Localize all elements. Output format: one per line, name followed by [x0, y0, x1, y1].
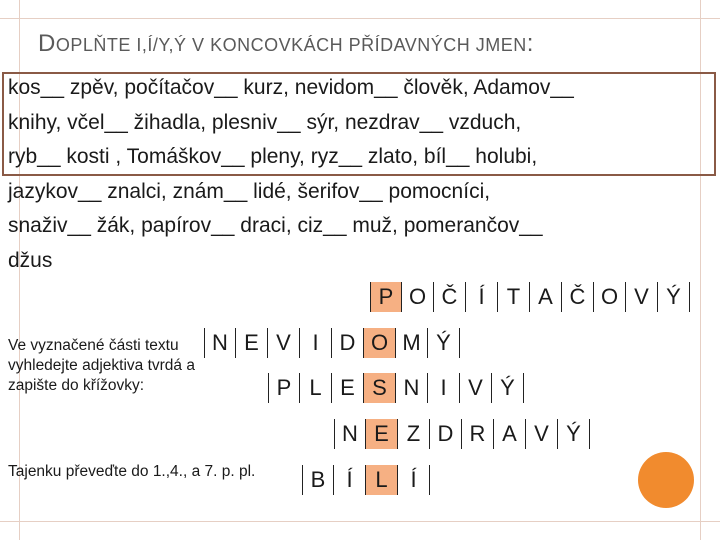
crossword-cell: O [402, 282, 434, 312]
crossword-cell: T [498, 282, 530, 312]
crossword-cell: E [332, 373, 364, 403]
crossword-key-cell: O [364, 328, 396, 358]
paragraph-line: snaživ__ žák, papírov__ draci, ciz__ muž, pomerančov__ [8, 214, 543, 237]
crossword-cell: A [530, 282, 562, 312]
crossword-row-5 [302, 465, 430, 495]
crossword-cell: A [494, 419, 526, 449]
crossword-cell: I [300, 328, 332, 358]
crossword-key-cell: P [370, 282, 402, 312]
crossword-cell: Í [398, 465, 430, 495]
crossword-cell: R [462, 419, 494, 449]
slide-title [38, 30, 698, 58]
crossword-row-2 [204, 328, 460, 358]
crossword-cell: Ý [428, 328, 460, 358]
crossword-cell: Ý [492, 373, 524, 403]
crossword-cell: V [460, 373, 492, 403]
crossword-cell: Č [562, 282, 594, 312]
title-colon: : [526, 30, 534, 57]
paragraph-line: jazykov__ znalci, znám__ lidé, šerifov__ pomocníci, [8, 179, 491, 203]
paragraph-line: knihy, včel__ žihadla, plesniv__ sýr, nezdrav__ vzduch, [8, 110, 522, 134]
crossword-cell: V [526, 419, 558, 449]
paragraph-line: kos__ zpěv, počítačov__ kurz, nevidom__ člověk, Adamov__ [8, 76, 574, 99]
crossword-cell: Í [466, 282, 498, 312]
crossword-row-1 [370, 282, 690, 312]
title-rest: OPLŇTE I,Í/Y,Ý V KONCOVKÁCH PŘÍDAVNÝCH JMEN [55, 35, 527, 55]
decorative-orange-circle [638, 452, 694, 508]
decor-bottom-rule [0, 521, 720, 522]
crossword-key-cell: S [364, 373, 396, 403]
decor-top-rule [0, 18, 720, 19]
crossword-cell: N [334, 419, 366, 449]
instruction-text: Ve vyznačené části textu vyhledejte adjektiva tvrdá a zapište do křížovky: [8, 337, 195, 394]
crossword-cell: Ý [558, 419, 590, 449]
crossword-cell: D [332, 328, 364, 358]
crossword-cell: I [428, 373, 460, 403]
title-initial: D [38, 30, 56, 57]
crossword-key-cell: E [366, 419, 398, 449]
crossword-cell: P [268, 373, 300, 403]
tajenka-note: Tajenku převeďte do 1.,4., a 7. p. pl. [8, 463, 256, 480]
crossword-key-cell: L [366, 465, 398, 495]
crossword-cell: Z [398, 419, 430, 449]
crossword-row-4 [334, 419, 590, 449]
crossword-cell: O [594, 282, 626, 312]
paragraph-line: ryb__ kosti , Tomáškov__ pleny, ryz__ zlato, bíl__ holubi, [8, 145, 538, 168]
crossword-cell: M [396, 328, 428, 358]
crossword-cell: E [236, 328, 268, 358]
crossword-cell: N [204, 328, 236, 358]
crossword-cell: L [300, 373, 332, 403]
crossword-cell: V [626, 282, 658, 312]
crossword-cell: Č [434, 282, 466, 312]
crossword-row-3 [268, 373, 524, 403]
crossword-cell: N [396, 373, 428, 403]
crossword-cell: V [268, 328, 300, 358]
crossword-cell: Í [334, 465, 366, 495]
crossword-cell: D [430, 419, 462, 449]
crossword-cell: Ý [658, 282, 690, 312]
exercise-paragraph [8, 71, 714, 278]
paragraph-line: džus [8, 248, 53, 272]
crossword-cell: B [302, 465, 334, 495]
